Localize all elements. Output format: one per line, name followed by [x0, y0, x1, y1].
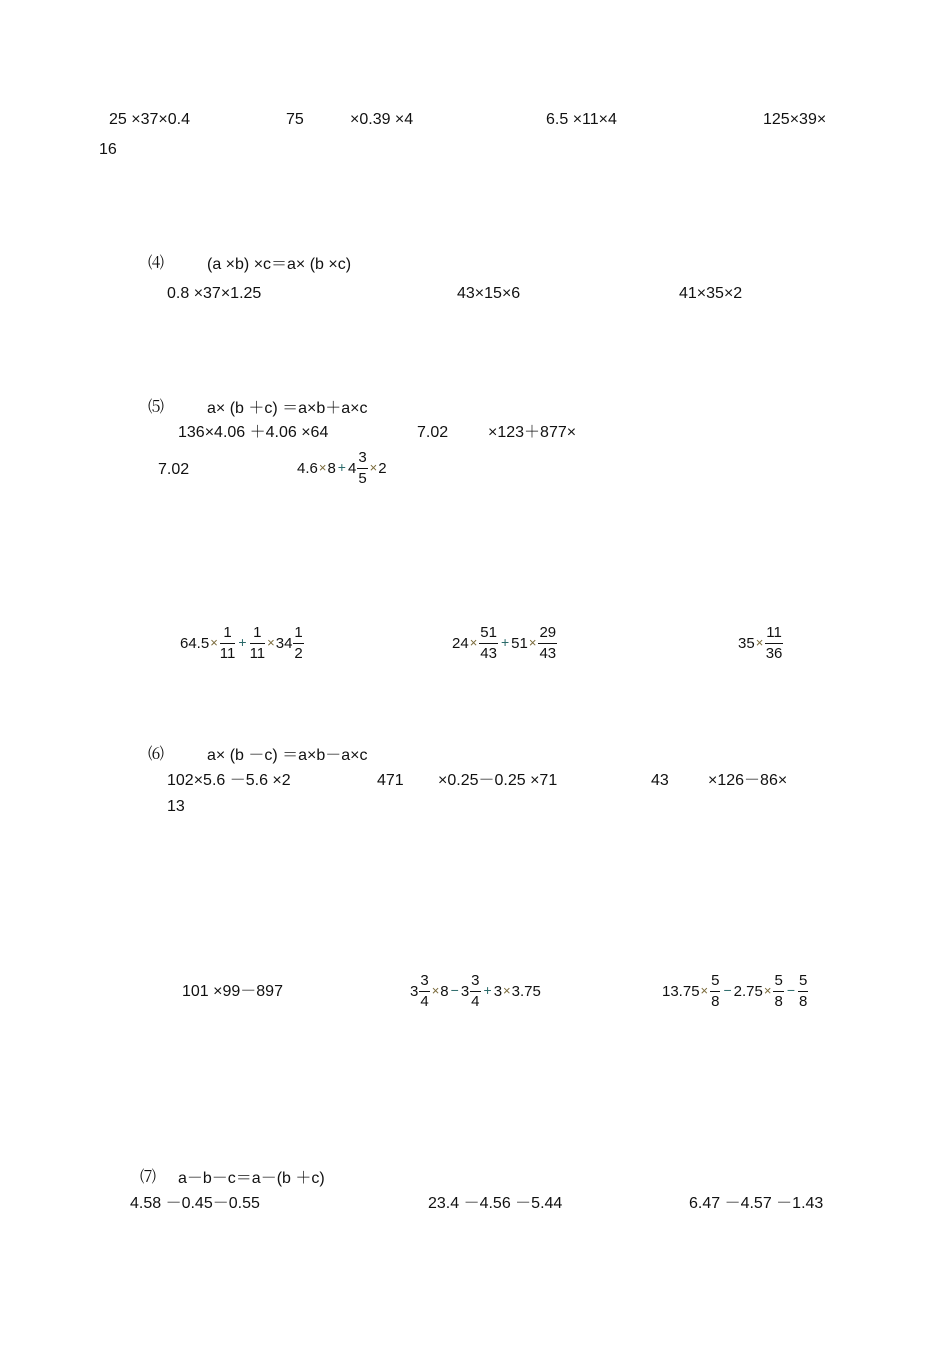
- expr-r1-2a: 75: [286, 111, 304, 128]
- fraction: $\frac{5}{8}$: [799, 972, 808, 1010]
- expr-5-f1: 64.5× $\frac{1}{11}$ + $\frac{1}{11}$ ×34 $\frac{1}{2}$: [180, 624, 303, 662]
- expr-4-1: 0.8 ×37×1.25: [167, 285, 262, 302]
- fraction: $\frac{5}{8}$: [711, 972, 720, 1010]
- expr-4-3: 41×35×2: [679, 285, 743, 302]
- fraction: $\frac{3}{4}$: [471, 972, 480, 1010]
- section-4-number: ⑷: [148, 255, 165, 272]
- fraction: $\frac{51}{43}$: [480, 624, 497, 662]
- section-7-number: ⑺: [140, 1169, 157, 1186]
- expr-4-2: 43×15×6: [457, 285, 521, 302]
- expr-5-2a: 7.02: [417, 424, 449, 441]
- expr-5-3: 4.6×8 + 4 $\frac{3}{5}$ ×2: [297, 449, 387, 487]
- expr-6-2b: ×0.25－0.25 ×71: [438, 772, 558, 789]
- fraction: $\frac{29}{43}$: [539, 624, 557, 662]
- section-7-law: a－b－c＝a－(b ＋c): [178, 1170, 325, 1187]
- section-5-law: a× (b ＋c) ＝a×b＋a×c: [207, 400, 368, 417]
- fraction: $\frac{1}{2}$: [294, 624, 303, 662]
- expr-5-f3: 35× $\frac{11}{36}$: [738, 624, 783, 662]
- section-4-law: (a ×b) ×c＝a× (b ×c): [207, 256, 352, 273]
- expr-5-2b: ×123＋877×: [488, 424, 577, 441]
- fraction: $\frac{3}{4}$: [420, 972, 429, 1010]
- expr-5-f2: 24× $\frac{51}{43}$ + 51× $\frac{29}{43}$: [452, 624, 557, 662]
- section-6-law: a× (b －c) ＝a×b－a×c: [207, 747, 368, 764]
- expr-7-2: 23.4 －4.56 －5.44: [428, 1195, 563, 1212]
- expr-r1-3: 6.5 ×11×4: [546, 111, 617, 128]
- fraction: $\frac{1}{11}$: [219, 624, 236, 662]
- expr-5-1: 136×4.06 ＋4.06 ×64: [178, 424, 329, 441]
- fraction: $\frac{1}{11}$: [249, 624, 266, 662]
- expr-r1-4a: 125×39×: [763, 111, 827, 128]
- fraction: $\frac{11}{36}$: [765, 624, 783, 662]
- expr-6-f2: 3 $\frac{3}{4}$ ×8 − 3 $\frac{3}{4}$ + 3×3.75: [410, 972, 541, 1010]
- expr-7-1: 4.58 －0.45－0.55: [130, 1195, 260, 1212]
- expr-6-f3: 13.75× $\frac{5}{8}$ − 2.75× $\frac{5}{8}$ − $\frac{5}{8}$: [662, 972, 808, 1010]
- expr-6-4: 101 ×99－897: [182, 983, 283, 1000]
- expr-6-3a: 43: [651, 772, 669, 789]
- expr-r1-2b: ×0.39 ×4: [350, 111, 414, 128]
- fraction: $\frac{5}{8}$: [774, 972, 783, 1010]
- expr-6-3c: 13: [167, 798, 185, 815]
- section-5-number: ⑸: [148, 399, 165, 416]
- expr-5-2c: 7.02: [158, 461, 190, 478]
- expr-r1-1: 25 ×37×0.4: [109, 111, 190, 128]
- expr-7-3: 6.47 －4.57 －1.43: [689, 1195, 824, 1212]
- expr-6-3b: ×126－86×: [708, 772, 788, 789]
- expr-6-1: 102×5.6 －5.6 ×2: [167, 772, 291, 789]
- fraction: $\frac{3}{5}$: [358, 449, 367, 487]
- expr-r1-4b: 16: [99, 141, 117, 158]
- expr-6-2a: 471: [377, 772, 404, 789]
- section-6-number: ⑹: [148, 746, 165, 763]
